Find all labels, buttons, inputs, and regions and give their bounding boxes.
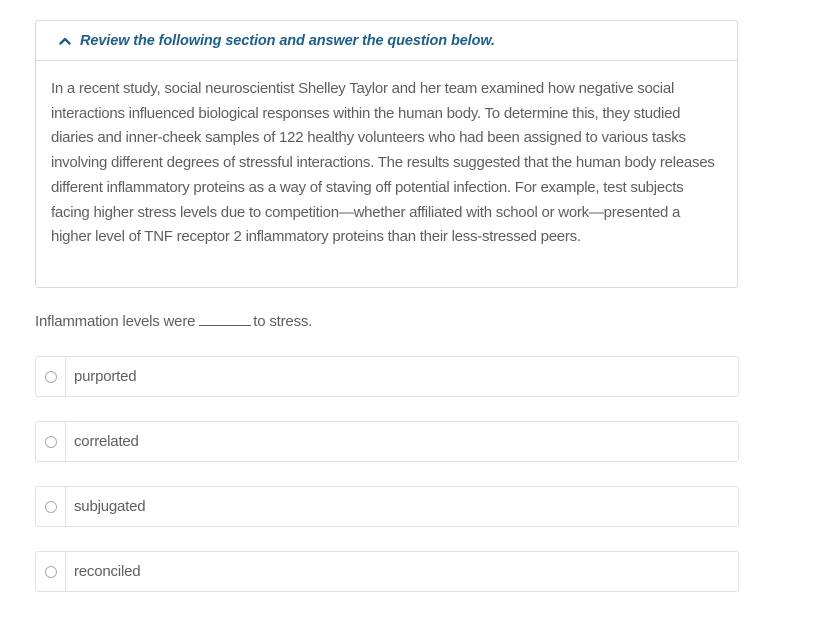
choice-label[interactable]: reconciled: [74, 563, 141, 580]
radio-cell[interactable]: [36, 552, 66, 591]
passage-toggle[interactable]: [36, 21, 737, 61]
choice-label[interactable]: purported: [74, 368, 137, 385]
question-stem: [35, 313, 312, 330]
answer-choice-subjugated[interactable]: [35, 486, 739, 527]
passage-header: Review the following section and answer the question below.: [80, 32, 495, 49]
radio-button[interactable]: [45, 371, 57, 383]
choice-label[interactable]: correlated: [74, 433, 139, 450]
answer-choice-purported[interactable]: [35, 356, 739, 397]
choice-label[interactable]: subjugated: [74, 498, 146, 515]
answer-choice-reconciled[interactable]: [35, 551, 739, 592]
radio-button[interactable]: [45, 436, 57, 448]
radio-button[interactable]: [45, 566, 57, 578]
question-suffix: to stress.: [253, 313, 313, 330]
radio-cell[interactable]: [36, 422, 66, 461]
chevron-up-icon[interactable]: [58, 34, 72, 48]
answer-blank: [199, 313, 251, 326]
radio-cell[interactable]: [36, 487, 66, 526]
passage-panel: [35, 20, 738, 288]
passage-text: In a recent study, social neuroscientist Shelley Taylor and her team examined how negative social interactions influenced biological responses within the human body. To determine this, they studied diaries and inner-cheek samples of 122 healthy volunteers who had been assigned to various tasks involving different degrees of stressful interactions. The results suggested that the human body releases different inflammatory proteins as a way of staving off potential infection. For example, test subjects facing higher stress levels due to competition—whether affiliated with school or work—presented a higher level of TNF receptor 2 inflammatory proteins than their less-stressed peers.: [51, 80, 715, 246]
answer-choice-correlated[interactable]: [35, 421, 739, 462]
radio-button[interactable]: [45, 501, 57, 513]
radio-cell[interactable]: [36, 357, 66, 396]
question-prefix: Inflammation levels were: [35, 313, 196, 330]
